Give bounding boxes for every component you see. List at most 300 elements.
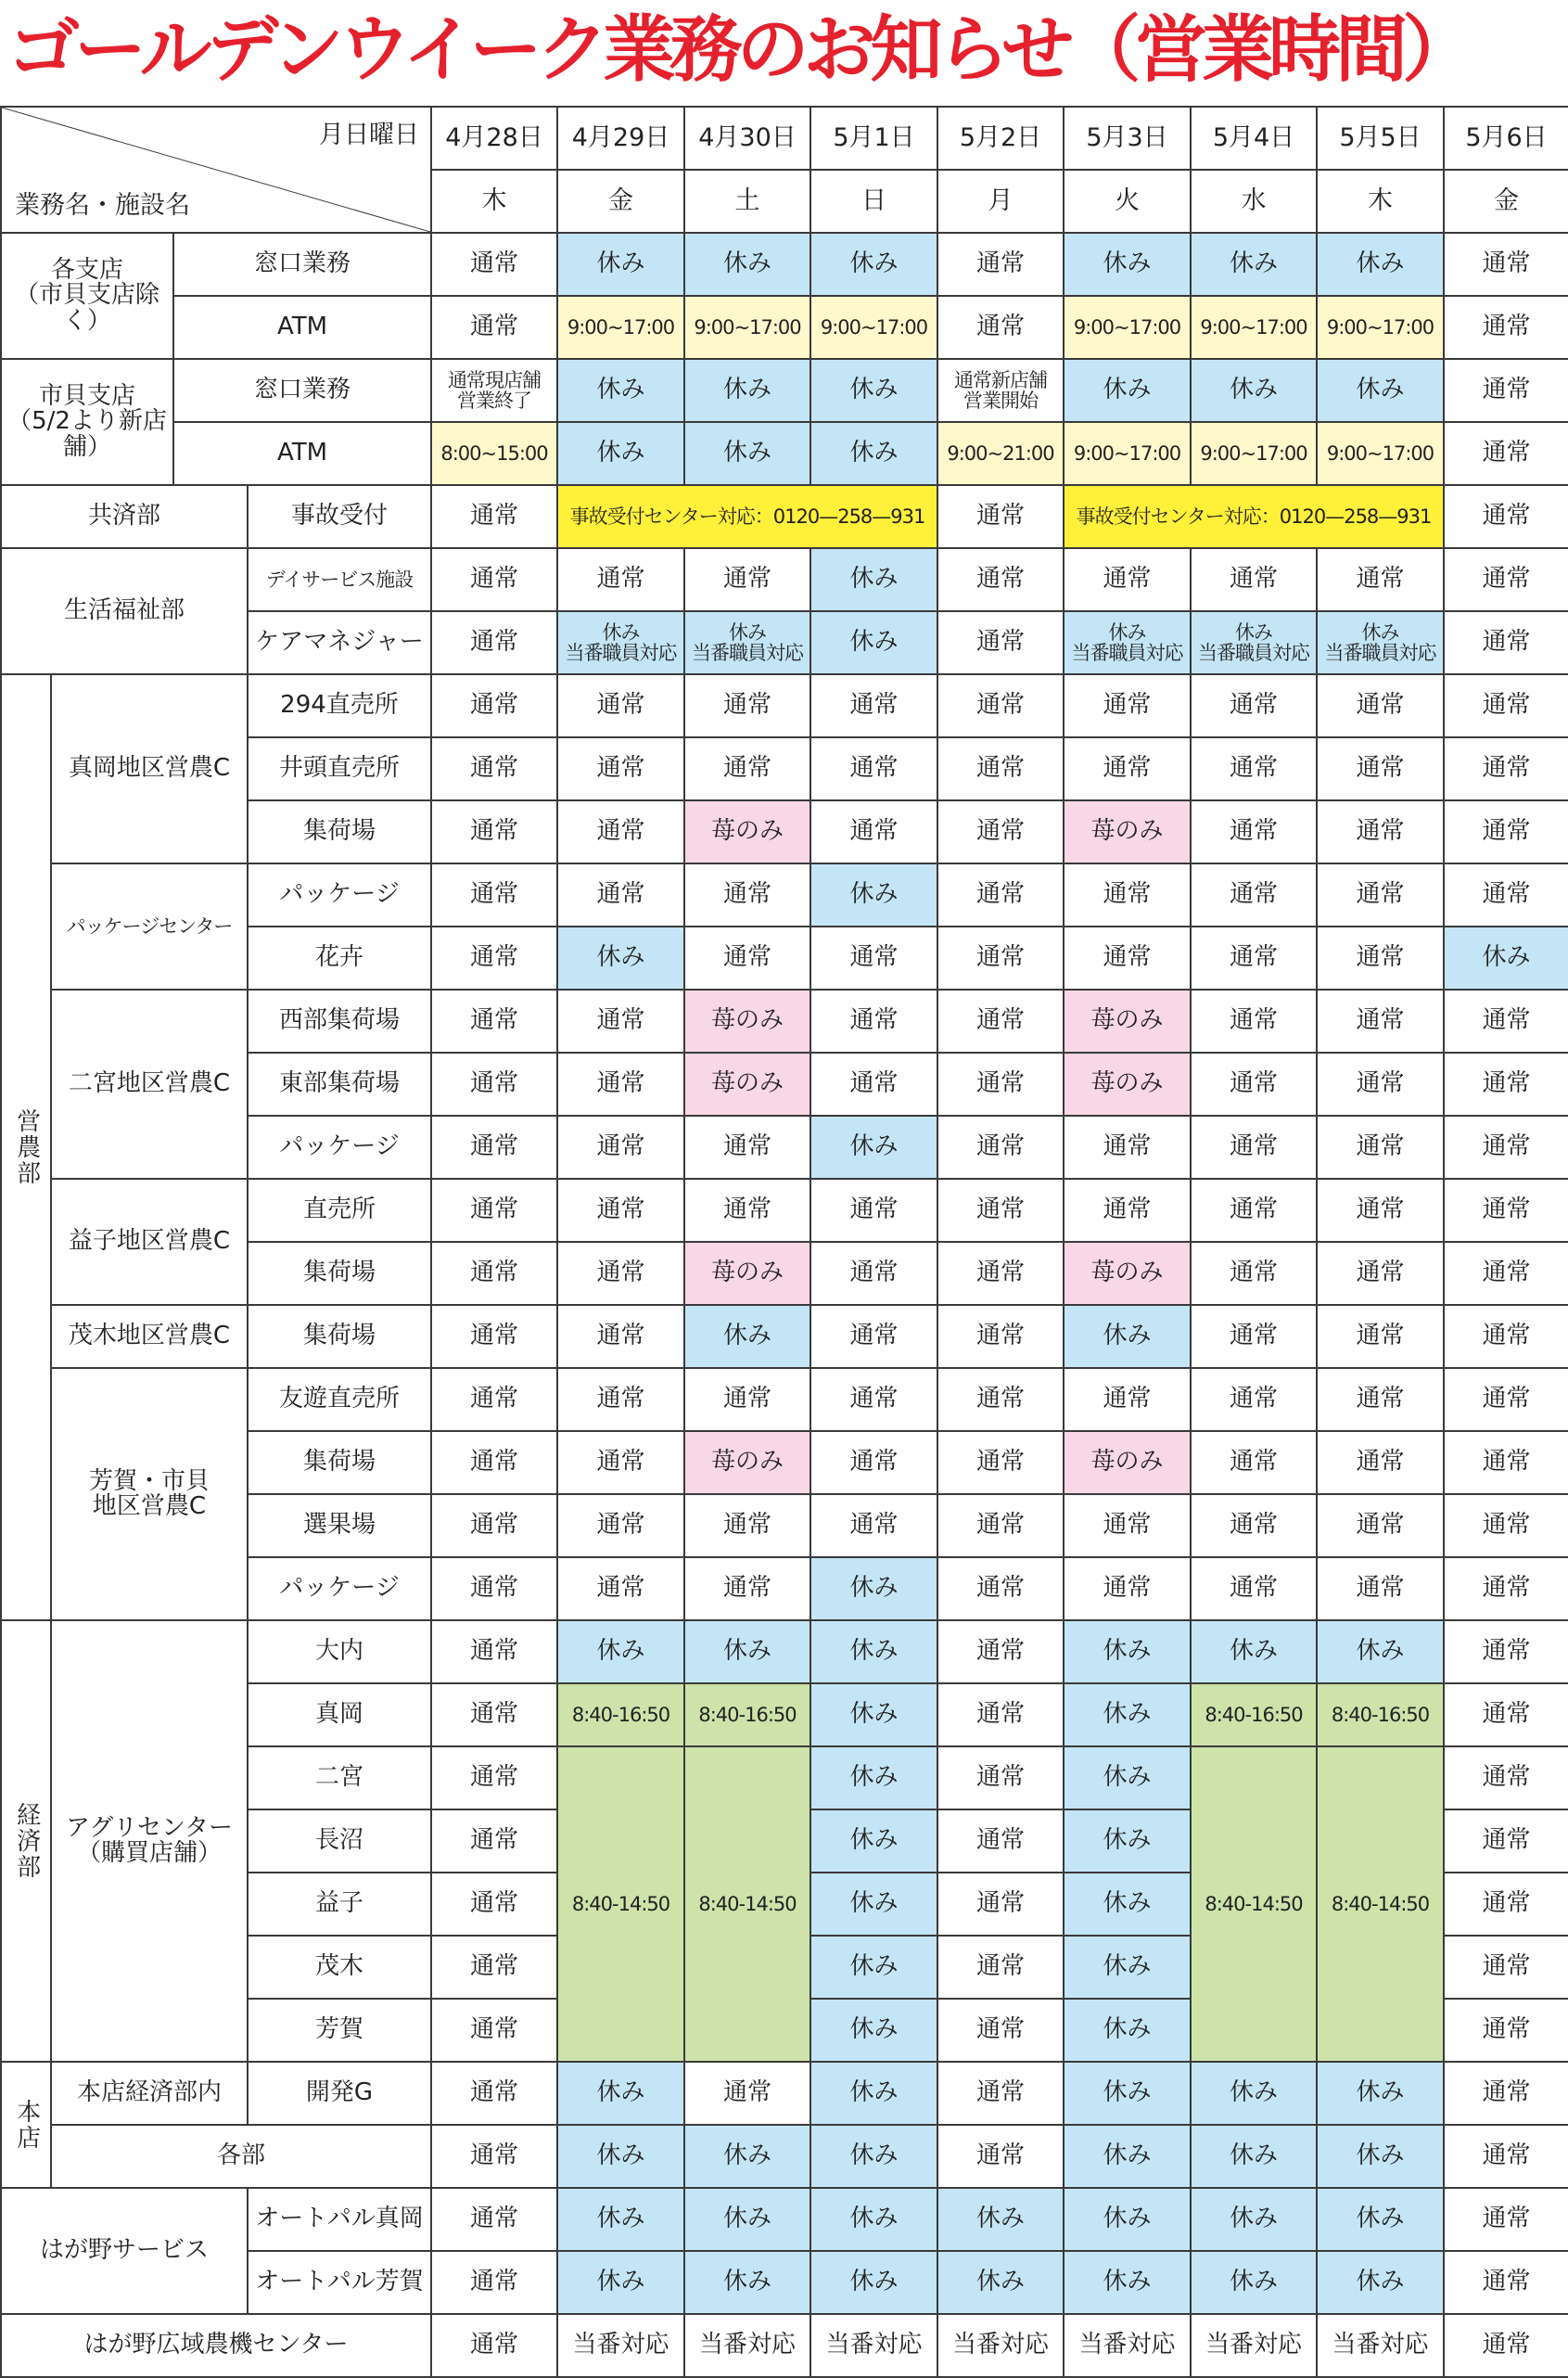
day-value: 通常 — [1317, 800, 1444, 863]
day-value: 通常 — [431, 1053, 557, 1116]
day-value: 通常 — [431, 2251, 557, 2314]
day-value: 休み — [1317, 233, 1444, 296]
day-value: 通常 — [810, 1431, 937, 1494]
day-value: 苺のみ — [1064, 990, 1191, 1053]
day-value: 通常 — [937, 611, 1064, 674]
date-header: 5月1日 — [810, 107, 937, 170]
table-row — [1, 2062, 1568, 2125]
day-value: 通常 — [1317, 927, 1444, 990]
day-value: 休み — [1064, 1999, 1191, 2062]
day-value: 通常 — [684, 1179, 810, 1242]
day-value: 通常 — [431, 1936, 557, 1999]
day-value: 9:00~17:00 — [557, 296, 684, 359]
day-value: 休み — [1191, 2251, 1317, 2314]
day-value: 休み — [810, 2251, 937, 2314]
day-value: 休み — [684, 359, 810, 422]
day-value: 休み — [810, 863, 937, 927]
day-value: 通常 — [1444, 2125, 1568, 2188]
day-value: 通常 — [431, 927, 557, 990]
day-value: 苺のみ — [684, 1242, 810, 1305]
day-value: 休み — [557, 2251, 684, 2314]
day-value: 通常 — [431, 1179, 557, 1242]
day-value: 通常現店舗 営業終了 — [431, 359, 557, 422]
day-value: 通常 — [1064, 548, 1191, 611]
day-value: 通常 — [1444, 359, 1568, 422]
day-value: 通常 — [431, 1999, 557, 2062]
day-value: 休み — [810, 1873, 937, 1936]
day-value: 休み — [1191, 233, 1317, 296]
day-value: 通常 — [1191, 990, 1317, 1053]
label-ninomiya: 二宮 — [248, 1746, 431, 1809]
day-value: 休み — [1064, 1873, 1191, 1936]
day-value: 通常 — [431, 1368, 557, 1431]
day-value: 通常 — [1444, 1494, 1568, 1557]
day-value: 通常 — [431, 2062, 557, 2125]
weekday-header: 金 — [557, 170, 684, 233]
day-value: 通常 — [431, 1242, 557, 1305]
day-value: 休み — [810, 611, 937, 674]
day-value: 休み — [1317, 2251, 1444, 2314]
day-value: 通常 — [810, 990, 937, 1053]
day-value: 通常 — [1317, 1557, 1444, 1620]
day-value: 通常 — [1191, 674, 1317, 737]
day-value: 休み 当番職員対応 — [684, 611, 810, 674]
day-value: 通常 — [684, 737, 810, 800]
day-value: 通常 — [431, 1746, 557, 1809]
day-value: 通常 — [1444, 990, 1568, 1053]
day-value: 通常 — [810, 1368, 937, 1431]
day-value: 通常 — [937, 1368, 1064, 1431]
day-value: 8:40-16:50 — [1317, 1683, 1444, 1746]
table-row — [1, 296, 1568, 359]
day-value: 通常 — [1444, 611, 1568, 674]
day-value: 通常 — [937, 737, 1064, 800]
group-ichikai: 市貝支店 （5/2より新店舗） — [1, 359, 173, 485]
day-value: 9:00~21:00 — [937, 422, 1064, 485]
day-value: 休み — [557, 233, 684, 296]
day-value: 休み — [1064, 1809, 1191, 1873]
day-value: 通常 — [684, 1116, 810, 1179]
day-value: 通常 — [684, 2062, 810, 2125]
day-value: 苺のみ — [684, 990, 810, 1053]
label-shukaba: 集荷場 — [248, 800, 431, 863]
group-moka: 真岡地区営農C — [51, 674, 248, 863]
day-value: 通常 — [1444, 1936, 1568, 1999]
day-value: 通常 — [1317, 1179, 1444, 1242]
day-value: 通常 — [1444, 1557, 1568, 1620]
label-autopal-moka: オートパル真岡 — [248, 2188, 431, 2251]
day-value: 通常 — [937, 1999, 1064, 2062]
label-jiko: 事故受付 — [248, 485, 431, 548]
day-value: 休み — [684, 233, 810, 296]
day-value: 通常 — [431, 1873, 557, 1936]
label-autopal-haga: オートパル芳賀 — [248, 2251, 431, 2314]
day-value: 通常 — [1064, 1557, 1191, 1620]
day-value: 通常 — [557, 1116, 684, 1179]
table-row — [1, 1368, 1568, 1431]
day-value: 8:40-16:50 — [1191, 1683, 1317, 1746]
day-value: 通常 — [1444, 296, 1568, 359]
day-value: 休み — [557, 2188, 684, 2251]
day-value: 通常 — [684, 927, 810, 990]
day-value: 通常 — [1444, 1305, 1568, 1368]
day-value: 通常 — [431, 2125, 557, 2188]
day-value: 休み — [810, 548, 937, 611]
day-value: 通常 — [937, 1873, 1064, 1936]
label-kaki: 花卉 — [248, 927, 431, 990]
day-value: 通常 — [810, 800, 937, 863]
day-value: 当番対応 — [810, 2314, 937, 2377]
table-row — [1, 1179, 1568, 1242]
weekday-header: 水 — [1191, 170, 1317, 233]
day-value: 苺のみ — [1064, 1431, 1191, 1494]
day-value: 通常 — [431, 1305, 557, 1368]
date-header: 5月6日 — [1444, 107, 1568, 170]
day-value: 休み — [810, 2188, 937, 2251]
day-value: 通常 — [1191, 548, 1317, 611]
day-value: 休み — [1191, 359, 1317, 422]
day-value: 休み — [557, 1620, 684, 1683]
day-value: 通常 — [1444, 1873, 1568, 1936]
day-value: 通常 — [810, 674, 937, 737]
day-value: 通常 — [1444, 1999, 1568, 2062]
day-value: 通常 — [1317, 1242, 1444, 1305]
label-seibu: 西部集荷場 — [248, 990, 431, 1053]
day-value: 通常 — [937, 1746, 1064, 1809]
day-value: 9:00~17:00 — [1191, 296, 1317, 359]
day-value: 通常 — [431, 1431, 557, 1494]
day-value: 休み — [557, 927, 684, 990]
day-value: 通常 — [937, 233, 1064, 296]
label-ouchi: 大内 — [248, 1620, 431, 1683]
day-value: 通常 — [557, 1053, 684, 1116]
day-value: 通常 — [684, 548, 810, 611]
label-day-service: デイサービス施設 — [248, 548, 431, 611]
group-kyosai: 共済部 — [1, 485, 248, 548]
day-value: 休み — [1191, 2188, 1317, 2251]
day-value: 9:00~17:00 — [1191, 422, 1317, 485]
day-value: 通常 — [684, 863, 810, 927]
date-header: 5月3日 — [1064, 107, 1191, 170]
day-value: 当番対応 — [1317, 2314, 1444, 2377]
day-value: 通常 — [1191, 1053, 1317, 1116]
day-value: 通常 — [1317, 548, 1444, 611]
day-value: 通常 — [1191, 737, 1317, 800]
day-value: 通常 — [937, 1053, 1064, 1116]
label-shukaba: 集荷場 — [248, 1305, 431, 1368]
table-row — [1, 863, 1568, 927]
group-agri: アグリセンター （購買店舗） — [51, 1620, 248, 2062]
day-value: 通常 — [1191, 1368, 1317, 1431]
day-value: 通常 — [1317, 863, 1444, 927]
day-value: 休み — [810, 422, 937, 485]
day-value: 通常 — [1444, 1620, 1568, 1683]
date-header: 4月29日 — [557, 107, 684, 170]
day-value: 8:40-14:50 — [684, 1746, 810, 2062]
group-seikatsu: 生活福祉部 — [1, 548, 248, 674]
label-shukaba: 集荷場 — [248, 1431, 431, 1494]
day-value: 通常 — [1444, 2251, 1568, 2314]
weekday-header: 火 — [1064, 170, 1191, 233]
label-package: パッケージ — [248, 1116, 431, 1179]
date-header: 4月28日 — [431, 107, 557, 170]
day-value: 通常 — [1191, 927, 1317, 990]
day-value: 通常 — [937, 863, 1064, 927]
day-value: 通常 — [1444, 548, 1568, 611]
day-value: 通常新店舗 営業開始 — [937, 359, 1064, 422]
day-value: 通常 — [557, 1242, 684, 1305]
label-igashira: 井頭直売所 — [248, 737, 431, 800]
date-header: 5月2日 — [937, 107, 1064, 170]
day-value: 当番対応 — [557, 2314, 684, 2377]
day-value: 通常 — [937, 1116, 1064, 1179]
day-value: 休み — [1064, 233, 1191, 296]
header-corner-top: 月日曜日 — [319, 121, 419, 149]
table-row — [1, 1305, 1568, 1368]
day-value: 通常 — [1444, 674, 1568, 737]
day-value: 通常 — [1064, 674, 1191, 737]
day-value: 通常 — [1317, 990, 1444, 1053]
label-kaihatsu: 開発G — [248, 2062, 431, 2125]
day-value: 通常 — [1191, 1305, 1317, 1368]
day-value: 休み — [937, 2188, 1064, 2251]
weekday-header: 日 — [810, 170, 937, 233]
day-value: 休み — [810, 1557, 937, 1620]
group-haga-ichikai: 芳賀・市貝 地区営農C — [51, 1368, 248, 1620]
day-value: 休み — [1064, 1620, 1191, 1683]
day-value: 休み — [1064, 1936, 1191, 1999]
day-value: 休み 当番職員対応 — [1064, 611, 1191, 674]
day-value: 休み — [810, 2125, 937, 2188]
day-value: 休み — [810, 359, 937, 422]
day-value: 8:40-16:50 — [684, 1683, 810, 1746]
day-value: 通常 — [1317, 1368, 1444, 1431]
group-package-center: パッケージセンター — [51, 863, 248, 990]
table-row — [1, 485, 1568, 548]
day-value: 通常 — [431, 296, 557, 359]
day-value: 通常 — [937, 1683, 1064, 1746]
day-value: 通常 — [937, 674, 1064, 737]
group-honten: 本店 — [1, 2062, 51, 2188]
day-value: 通常 — [810, 1053, 937, 1116]
day-value: 休み — [1317, 359, 1444, 422]
day-value: 8:40-14:50 — [1317, 1746, 1444, 2062]
weekday-header: 金 — [1444, 170, 1568, 233]
day-value: 通常 — [937, 2062, 1064, 2125]
day-value: 苺のみ — [1064, 800, 1191, 863]
day-value: 通常 — [937, 1557, 1064, 1620]
day-value: 通常 — [431, 233, 557, 296]
day-value: 通常 — [810, 927, 937, 990]
day-value: 休み — [810, 1809, 937, 1873]
day-value: 当番対応 — [684, 2314, 810, 2377]
day-value: 通常 — [937, 990, 1064, 1053]
day-value: 休み — [1064, 1683, 1191, 1746]
label-294: 294直売所 — [248, 674, 431, 737]
day-value: 通常 — [937, 1936, 1064, 1999]
date-header: 5月5日 — [1317, 107, 1444, 170]
day-value: 通常 — [557, 863, 684, 927]
day-value: 通常 — [1444, 1242, 1568, 1305]
day-value: 休み 当番職員対応 — [1317, 611, 1444, 674]
label-chokubai: 直売所 — [248, 1179, 431, 1242]
day-value: 休み — [557, 422, 684, 485]
day-value: 通常 — [1317, 674, 1444, 737]
day-value: 休み — [1317, 1620, 1444, 1683]
day-value: 通常 — [431, 485, 557, 548]
label-naganuma: 長沼 — [248, 1809, 431, 1873]
day-value: 休み — [684, 2125, 810, 2188]
group-honten-keizai: 本店経済部内 — [51, 2062, 248, 2125]
group-haganoservice: はが野サービス — [1, 2188, 248, 2314]
day-value: 休み 当番職員対応 — [557, 611, 684, 674]
day-value: 通常 — [1317, 1053, 1444, 1116]
day-value: 苺のみ — [684, 800, 810, 863]
weekday-header: 木 — [1317, 170, 1444, 233]
day-value: 通常 — [937, 2125, 1064, 2188]
day-value: 8:40-16:50 — [557, 1683, 684, 1746]
day-value: 通常 — [937, 485, 1064, 548]
day-value: 休み — [1064, 2125, 1191, 2188]
day-value: 休み — [810, 2062, 937, 2125]
day-value: 通常 — [1444, 1116, 1568, 1179]
day-value: 休み — [1064, 2062, 1191, 2125]
day-value: 通常 — [1444, 800, 1568, 863]
day-value: 通常 — [1064, 1494, 1191, 1557]
day-value: 事故受付センター対応：0120—258—931 — [557, 485, 937, 548]
label-yuyu: 友遊直売所 — [248, 1368, 431, 1431]
day-value: 通常 — [810, 737, 937, 800]
day-value: 通常 — [431, 863, 557, 927]
day-value: 8:00~15:00 — [431, 422, 557, 485]
day-value: 通常 — [431, 1116, 557, 1179]
day-value: 休み — [1064, 2188, 1191, 2251]
group-nouki: はが野広域農機センター — [1, 2314, 431, 2377]
day-value: 通常 — [1191, 1494, 1317, 1557]
header-corner — [1, 107, 431, 233]
day-value: 休み — [684, 1305, 810, 1368]
day-value: 9:00~17:00 — [1317, 422, 1444, 485]
day-value: 通常 — [1064, 863, 1191, 927]
day-value: 通常 — [1064, 1179, 1191, 1242]
page-title: ゴールデンウイーク業務のお知らせ（営業時間） — [7, 8, 1470, 92]
group-kakubu: 各部 — [51, 2125, 431, 2188]
day-value: 8:40-14:50 — [1191, 1746, 1317, 2062]
day-value: 通常 — [1317, 1431, 1444, 1494]
day-value: 休み — [684, 2188, 810, 2251]
table-row — [1, 548, 1568, 611]
schedule-table — [0, 106, 1568, 2378]
day-value: 通常 — [431, 2314, 557, 2377]
table-row — [1, 1620, 1568, 1683]
day-value: 通常 — [937, 1494, 1064, 1557]
day-value: 通常 — [1444, 1368, 1568, 1431]
label-madoguchi: 窓口業務 — [173, 359, 431, 422]
day-value: 通常 — [810, 1494, 937, 1557]
day-value: 通常 — [1444, 1053, 1568, 1116]
day-value: 通常 — [1444, 863, 1568, 927]
day-value: 通常 — [1191, 800, 1317, 863]
day-value: 通常 — [684, 1494, 810, 1557]
group-kakushiten: 各支店 （市貝支店除く） — [1, 233, 173, 359]
day-value: 休み — [810, 1116, 937, 1179]
day-value: 通常 — [1191, 1557, 1317, 1620]
day-value: 休み — [1064, 359, 1191, 422]
day-value: 休み — [684, 2251, 810, 2314]
day-value: 通常 — [1444, 1809, 1568, 1873]
day-value: 休み — [557, 2125, 684, 2188]
day-value: 通常 — [1317, 1116, 1444, 1179]
day-value: 通常 — [557, 548, 684, 611]
day-value: 通常 — [1444, 2314, 1568, 2377]
day-value: 苺のみ — [684, 1053, 810, 1116]
day-value: 通常 — [431, 674, 557, 737]
day-value: 通常 — [937, 548, 1064, 611]
day-value: 通常 — [1444, 233, 1568, 296]
day-value: 休み — [810, 1999, 937, 2062]
day-value: 通常 — [937, 1620, 1064, 1683]
day-value: 休み — [557, 359, 684, 422]
day-value: 当番対応 — [937, 2314, 1064, 2377]
day-value: 休み — [1064, 1305, 1191, 1368]
day-value: 通常 — [937, 1809, 1064, 1873]
day-value: 苺のみ — [684, 1431, 810, 1494]
day-value: 休み — [937, 2251, 1064, 2314]
label-motegi: 茂木 — [248, 1936, 431, 1999]
day-value: 通常 — [1444, 2188, 1568, 2251]
day-value: 通常 — [431, 548, 557, 611]
day-value: 休み — [810, 233, 937, 296]
day-value: 通常 — [557, 1557, 684, 1620]
day-value: 通常 — [1444, 1179, 1568, 1242]
table-row — [1, 107, 1568, 170]
day-value: 休み — [684, 422, 810, 485]
day-value: 通常 — [810, 1242, 937, 1305]
day-value: 休み — [1064, 1746, 1191, 1809]
day-value: 休み — [1317, 2062, 1444, 2125]
day-value: 休み — [810, 1746, 937, 1809]
day-value: 休み — [1317, 2188, 1444, 2251]
day-value: 苺のみ — [1064, 1242, 1191, 1305]
day-value: 通常 — [937, 800, 1064, 863]
day-value: 通常 — [1191, 1116, 1317, 1179]
day-value: 9:00~17:00 — [1317, 296, 1444, 359]
day-value: 通常 — [1191, 1431, 1317, 1494]
day-value: 通常 — [1191, 1179, 1317, 1242]
day-value: 通常 — [557, 800, 684, 863]
label-care-manager: ケアマネジャー — [248, 611, 431, 674]
label-tobu: 東部集荷場 — [248, 1053, 431, 1116]
page-title-banner — [0, 0, 1568, 104]
day-value: 通常 — [557, 1494, 684, 1557]
day-value: 当番対応 — [1191, 2314, 1317, 2377]
label-moka: 真岡 — [248, 1683, 431, 1746]
day-value: 休み — [684, 1620, 810, 1683]
table-row — [1, 359, 1568, 422]
day-value: 9:00~17:00 — [684, 296, 810, 359]
day-value: 通常 — [1444, 1683, 1568, 1746]
day-value: 休み — [1191, 1620, 1317, 1683]
day-value: 通常 — [684, 1557, 810, 1620]
day-value: 通常 — [431, 1683, 557, 1746]
day-value: 通常 — [1444, 422, 1568, 485]
day-value: 休み — [810, 1936, 937, 1999]
day-value: 通常 — [684, 1368, 810, 1431]
label-senkaba: 選果場 — [248, 1494, 431, 1557]
day-value: 通常 — [937, 1179, 1064, 1242]
day-value: 休み — [810, 1620, 937, 1683]
label-atm: ATM — [173, 422, 431, 485]
